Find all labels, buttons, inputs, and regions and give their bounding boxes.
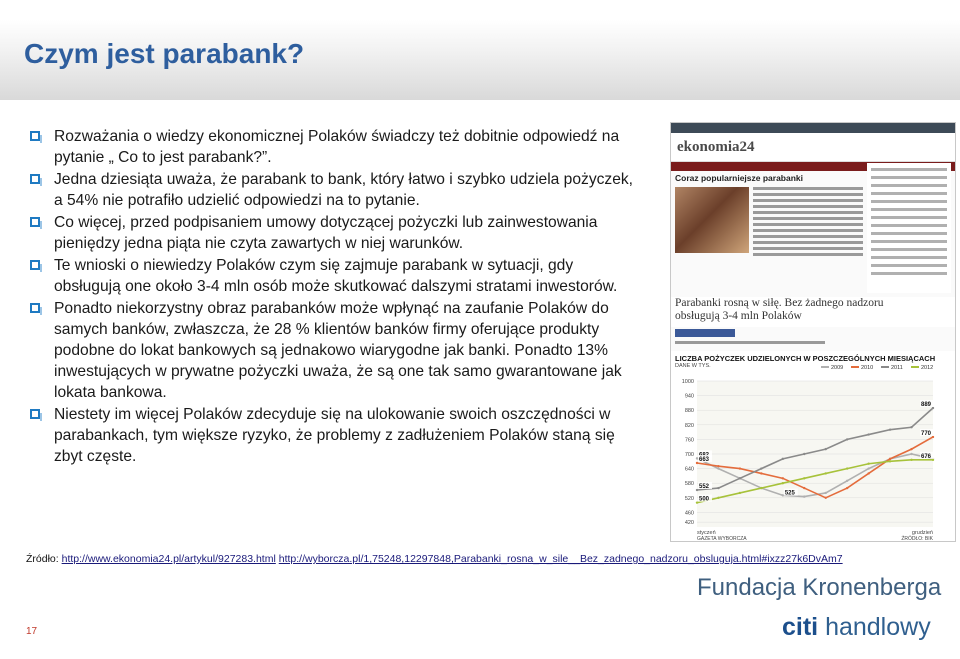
data-point-2010 (932, 436, 934, 438)
x-tick-label: grudzień (911, 530, 933, 536)
checkbox-bullet-icon (30, 131, 40, 141)
data-label: 889 (921, 402, 932, 409)
source-link-ekonomia24[interactable]: http://www.ekonomia24.pl/artykul/927283.html (61, 553, 276, 565)
data-label: 676 (921, 453, 932, 460)
x-tick-label: styczeń (697, 530, 716, 536)
y-tick-label: 640 (684, 466, 694, 473)
y-tick-label: 460 (684, 510, 694, 517)
source-label: Źródło: (26, 553, 59, 565)
y-tick-label: 1000 (681, 379, 694, 385)
data-point-2012 (889, 460, 891, 462)
data-point-2010 (825, 497, 827, 499)
y-tick-label: 760 (684, 437, 694, 444)
citi-handlowy-logo (782, 613, 931, 642)
data-point-2012 (760, 487, 762, 489)
loans-line-chart (671, 351, 955, 541)
citi-wordmark: citi (782, 613, 819, 641)
chart-source-right: ŹRÓDŁO: BIK (901, 536, 933, 541)
data-point-2012 (782, 482, 784, 484)
data-point-2011 (717, 487, 719, 489)
data-point-2011 (760, 467, 762, 469)
site-logo: ekonomia24 (677, 139, 755, 155)
chart-source-left: GAZETA WYBORCZA (697, 536, 747, 541)
y-tick-label: 940 (684, 393, 694, 400)
data-point-2009 (825, 492, 827, 494)
bullet-list (30, 126, 640, 468)
source-link-wyborcza[interactable]: http://wyborcza.pl/1,75248,12297848,Parabanki_rosna_w_sile__Bez_zadnego_nadzoru_obsluguja.html#ixzz27k6DvAm7 (278, 553, 843, 565)
data-point-2012 (696, 501, 698, 503)
bullet-text: Te wnioski o niewiedzy Polaków czym się zajmuje parabank w sytuacji, gdy obsługują one około 3-4 mln osób może skutkować dalszymi stratami inwestorów. (54, 257, 618, 295)
data-point-2009 (867, 467, 869, 469)
article-title (671, 297, 955, 327)
data-point-2011 (846, 438, 848, 440)
article-screenshot (670, 122, 956, 542)
data-point-2010 (910, 448, 912, 450)
bullet-text: Rozważania o wiedzy ekonomicznej Polaków świadczy też dobitnie odpowiedź na pytanie „ Co to jest parabank?”. (54, 128, 620, 166)
data-label: 500 (699, 496, 710, 503)
article-headline: Coraz popularniejsze parabanki (675, 173, 804, 183)
data-point-2012 (910, 459, 912, 461)
data-point-2012 (803, 477, 805, 479)
data-label: 770 (921, 430, 932, 437)
bullet-text: Ponadto niekorzystny obraz parabanków może wpłynąć na zaufanie Polaków do samych banków, zwłaszcza, że 28 % klientów banków firmy oferujące produkty podobne do lokat bankowych są jednakowo wiarygodne jak banki. Ponadto 13% inwestujących w prywatne pożyczki uważa, że są one tak samo gwarantowane jak lokata bankowa. (54, 300, 622, 401)
article-text-block (753, 187, 863, 259)
chart-title: LICZBA POŻYCZEK UDZIELONYCH W POSZCZEGÓLNYCH MIESIĄCACH (675, 354, 936, 363)
chart-panel (671, 351, 955, 541)
article-byline (675, 341, 825, 344)
bullet-text: Niestety im więcej Polaków zdecyduje się na ulokowanie swoich oszczędności w parabankach, tym większe ryzyko, że problemy z zadłużeniem Polaków staną się zbyt częste. (54, 406, 615, 465)
data-point-2012 (932, 459, 934, 461)
data-point-2012 (739, 492, 741, 494)
legend-label: 2009 (831, 365, 844, 371)
data-point-2009 (696, 457, 698, 459)
data-label: 552 (699, 484, 710, 491)
data-point-2009 (846, 480, 848, 482)
data-point-2009 (803, 495, 805, 497)
chart-unit: DANE W TYS. (675, 363, 711, 369)
data-point-2012 (717, 497, 719, 499)
handlowy-wordmark: handlowy (818, 613, 931, 641)
bullet-item (30, 212, 640, 254)
data-point-2011 (825, 448, 827, 450)
data-point-2010 (717, 465, 719, 467)
data-label: 525 (784, 490, 795, 497)
data-point-2011 (910, 426, 912, 428)
y-tick-label: 700 (684, 452, 694, 458)
y-tick-label: 520 (684, 495, 694, 502)
data-point-2012 (825, 472, 827, 474)
y-tick-label: 880 (684, 408, 694, 415)
site-header (671, 133, 955, 162)
data-point-2011 (803, 453, 805, 455)
data-point-2010 (696, 462, 698, 464)
data-point-2010 (889, 458, 891, 460)
data-point-2010 (867, 472, 869, 474)
data-point-2009 (910, 453, 912, 455)
data-point-2010 (846, 487, 848, 489)
legend-label: 2010 (861, 365, 874, 371)
data-point-2010 (739, 467, 741, 469)
bullet-item (30, 404, 640, 467)
checkbox-bullet-icon (30, 217, 40, 227)
data-point-2011 (696, 489, 698, 491)
legend-label: 2011 (891, 365, 903, 371)
checkbox-bullet-icon (30, 409, 40, 419)
sidebar-block (867, 163, 951, 293)
data-point-2009 (717, 467, 719, 469)
checkbox-bullet-icon (30, 260, 40, 270)
data-point-2009 (782, 494, 784, 496)
bullet-item (30, 126, 640, 168)
legend-label: 2012 (921, 365, 934, 371)
data-point-2011 (932, 407, 934, 409)
like-button (675, 329, 735, 337)
bullet-text: Jedna dziesiąta uważa, że parabank to bank, który łatwo i szybko udziela pożyczek, a 54% nie potrafiło udzielić odpowiedzi na to pytanie. (54, 171, 634, 209)
site-topbar (671, 123, 955, 133)
foundation-logo: Fundacja Kronenberga (697, 574, 942, 601)
article-photo (675, 187, 749, 253)
bullet-item (30, 255, 640, 297)
y-tick-label: 420 (684, 520, 694, 527)
page-title: Czym jest parabank? (24, 38, 305, 69)
article-title-line: Parabanki rosną w siłę. Bez żadnego nadzoru (675, 297, 884, 309)
y-tick-label: 820 (684, 422, 694, 429)
data-point-2011 (889, 428, 891, 430)
data-point-2011 (782, 458, 784, 460)
data-point-2010 (760, 472, 762, 474)
data-point-2012 (867, 463, 869, 465)
data-point-2010 (803, 487, 805, 489)
y-tick-label: 580 (684, 481, 694, 488)
checkbox-bullet-icon (30, 174, 40, 184)
page-number: 17 (26, 626, 38, 637)
data-label: 663 (699, 457, 710, 464)
data-point-2010 (782, 477, 784, 479)
source-line (26, 553, 843, 565)
data-point-2012 (846, 467, 848, 469)
data-point-2011 (739, 477, 741, 479)
article-title-line: obsługują 3-4 mln Polaków (675, 310, 802, 322)
checkbox-bullet-icon (30, 303, 40, 313)
data-point-2011 (867, 433, 869, 435)
bullet-text: Co więcej, przed podpisaniem umowy dotyczącej pożyczki lub zainwestowania pieniędzy jedna piąta nie czyta zawartych w niej warunków. (54, 214, 598, 252)
bullet-item (30, 169, 640, 211)
bullet-item (30, 298, 640, 403)
